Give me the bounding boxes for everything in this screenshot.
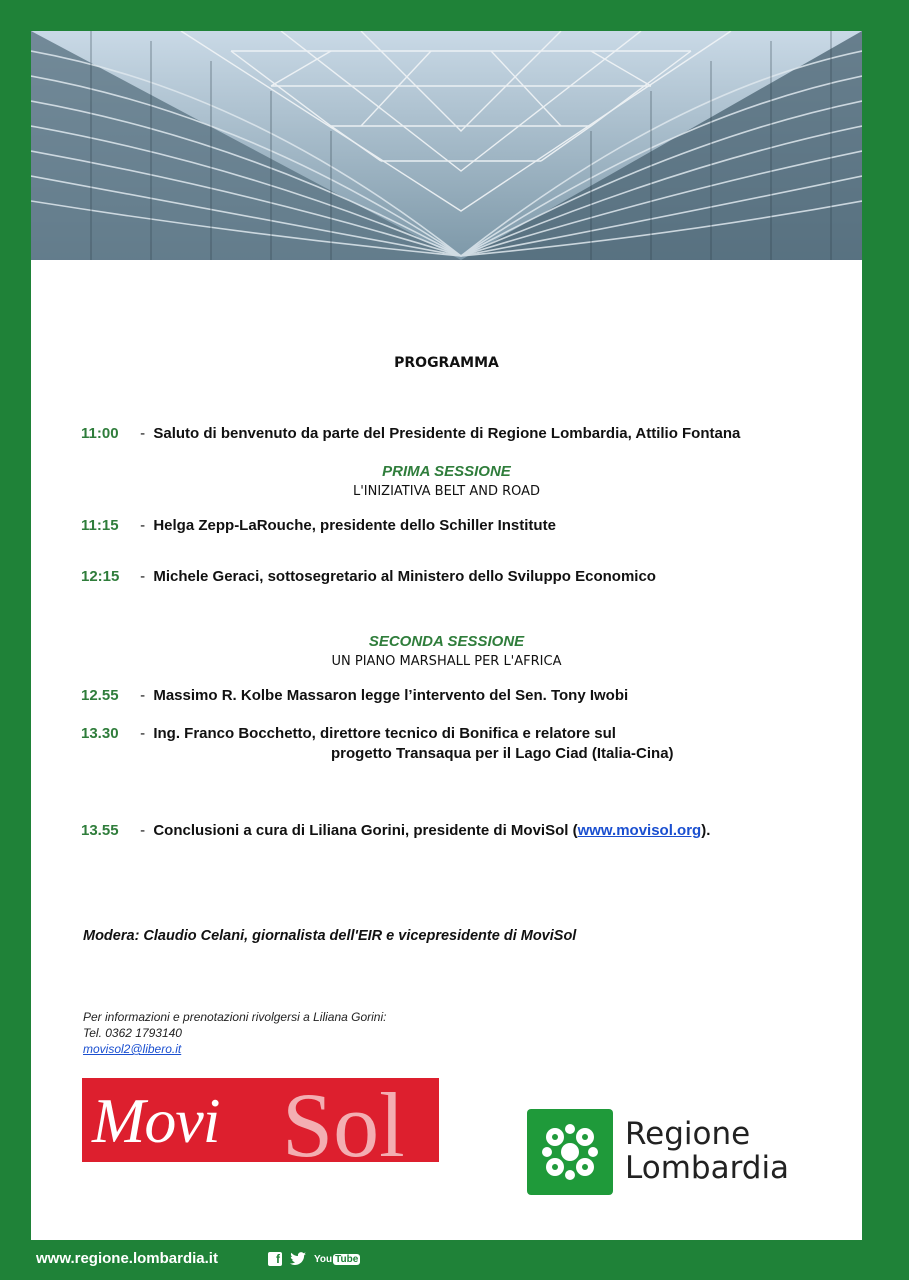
movisol-website-link[interactable]: www.movisol.org xyxy=(577,822,702,839)
session-header xyxy=(31,633,862,669)
moderator-line: Modera: Claudio Celani, giornalista dell'EIR e vicepresidente di MoviSol xyxy=(83,928,577,944)
regione-rose-icon xyxy=(527,1109,613,1195)
programme-item xyxy=(81,568,656,585)
facebook-icon[interactable]: f xyxy=(268,1252,282,1266)
programme-item xyxy=(81,517,556,534)
regione-lombardia-logo xyxy=(527,1109,827,1199)
flyer-sheet xyxy=(31,31,862,1240)
item-text: Michele Geraci, sottosegretario al Ministero dello Sviluppo Economico xyxy=(153,568,656,585)
item-dash: - xyxy=(140,725,146,742)
regione-logo-line1: Regione xyxy=(625,1116,751,1152)
youtube-you: You xyxy=(314,1253,333,1265)
contact-info xyxy=(83,1009,386,1057)
programme-item xyxy=(81,425,740,442)
regione-logo-line2: Lombardia xyxy=(625,1150,790,1186)
item-text: Helga Zepp-LaRouche, presidente dello Schiller Institute xyxy=(153,517,556,534)
footer-website-link[interactable]: www.regione.lombardia.it xyxy=(36,1250,218,1267)
programme-item xyxy=(81,687,628,704)
movisol-logo xyxy=(82,1078,439,1162)
item-dash: - xyxy=(140,517,146,534)
item-time: 13.30 xyxy=(81,725,119,742)
item-dash: - xyxy=(140,687,146,704)
item-dash: - xyxy=(140,425,146,442)
session-header xyxy=(31,463,862,499)
session-subtitle: UN PIANO MARSHALL PER L'AFRICA xyxy=(331,654,562,669)
item-dash: - xyxy=(140,822,146,839)
item-time: 12:15 xyxy=(81,568,120,585)
regione-logo-text xyxy=(625,1117,789,1185)
item-time: 11:00 xyxy=(81,425,119,442)
twitter-icon[interactable] xyxy=(290,1252,306,1266)
session-name: PRIMA SESSIONE xyxy=(382,463,511,480)
item-text: Ing. Franco Bocchetto, direttore tecnico di Bonifica e relatore sul xyxy=(153,725,616,742)
movisol-logo-sol: Sol xyxy=(282,1078,405,1162)
item-text-continued: progetto Transaqua per il Lago Ciad (Italia-Cina) xyxy=(331,745,674,762)
movisol-logo-movi: Movi xyxy=(92,1085,220,1156)
header-photo xyxy=(31,31,862,260)
session-subtitle: L'INIZIATIVA BELT AND ROAD xyxy=(352,484,541,499)
session-name: SECONDA SESSIONE xyxy=(368,633,525,650)
item-dash: - xyxy=(140,568,146,585)
item-time: 13.55 xyxy=(81,822,119,839)
programme-item xyxy=(81,822,710,839)
item-text-end: ). xyxy=(701,822,711,839)
item-text: Massimo R. Kolbe Massaron legge l’intervento del Sen. Tony Iwobi xyxy=(153,687,629,704)
youtube-icon[interactable] xyxy=(314,1254,360,1265)
item-text: Saluto di benvenuto da parte del Presidente di Regione Lombardia, Attilio Fontana xyxy=(153,425,741,442)
contact-email-link[interactable]: movisol2@libero.it xyxy=(83,1042,182,1056)
programme-title: PROGRAMMA xyxy=(394,355,499,371)
contact-phone: Tel. 0362 1793140 xyxy=(83,1026,182,1040)
social-icons xyxy=(268,1252,360,1266)
programme-item xyxy=(81,725,674,762)
item-time: 12.55 xyxy=(81,687,119,704)
item-time: 11:15 xyxy=(81,517,119,534)
contact-intro: Per informazioni e prenotazioni rivolgersi a Liliana Gorini: xyxy=(83,1010,387,1024)
youtube-tube: Tube xyxy=(335,1253,359,1265)
item-text: Conclusioni a cura di Liliana Gorini, presidente di MoviSol ( xyxy=(153,822,578,839)
